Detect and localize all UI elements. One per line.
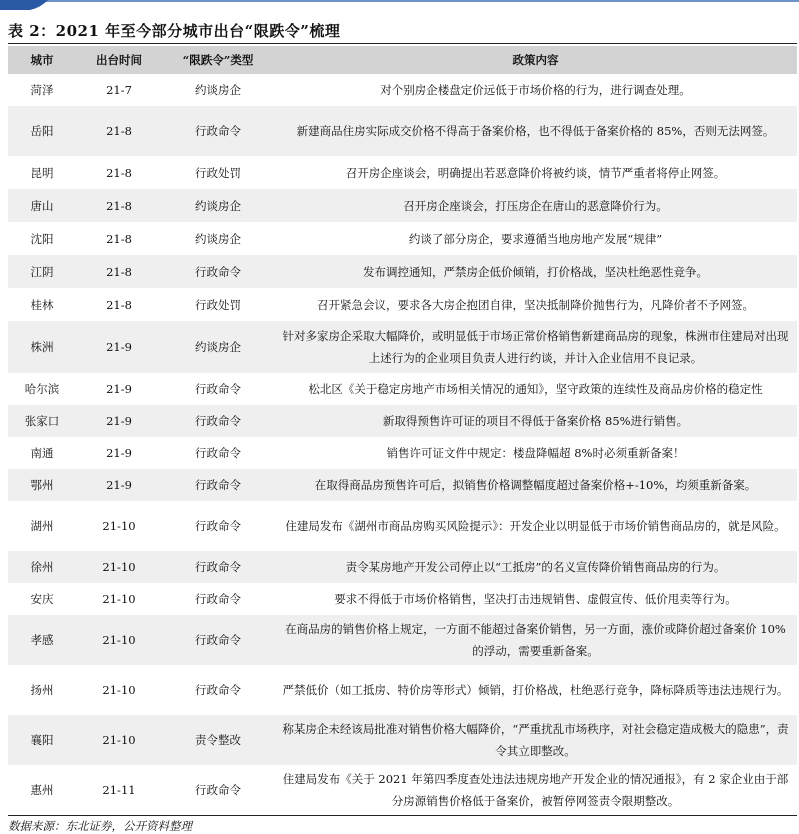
cell-time: 21-9 [106, 382, 132, 396]
table-header-row [8, 46, 797, 74]
title-rule [8, 43, 797, 44]
table-row [8, 189, 797, 222]
cell-policy: 召开房企座谈会，明确提出若恶意降价将被约谈，情节严重者将停止网签。 [345, 165, 726, 180]
cell-time: 21-7 [106, 83, 132, 97]
cell-policy: 约谈了部分房企，要求遵循当地房地产发展“规律” [408, 231, 663, 246]
cell-type: 行政处罚 [195, 165, 241, 180]
cell-type: 行政命令 [162, 551, 274, 583]
table-row [8, 373, 797, 405]
cell-time: 21-10 [102, 592, 136, 606]
table-row [8, 405, 797, 437]
column-header-city: 城市 [8, 46, 76, 74]
table-row [8, 222, 797, 255]
cell-type: 约谈房企 [162, 189, 274, 222]
cell-time: 21-9 [76, 405, 162, 437]
cell-type: 行政命令 [162, 765, 274, 815]
cell-policy: 针对多家房企采取大幅降价，或明显低于市场正常价格销售新建商品房的现象，株洲市住建局对出现上述行为的企业项目负责人进行约谈，并计入企业信用不良记录。 [274, 321, 797, 373]
cell-type: 行政命令 [195, 683, 241, 697]
table-row [8, 615, 797, 665]
cell-type: 约谈房企 [195, 83, 241, 97]
cell-type: 行政命令 [195, 519, 241, 533]
cell-time: 21-9 [76, 321, 162, 373]
cell-type: 约谈房企 [195, 231, 241, 246]
cell-city: 孝感 [8, 615, 76, 665]
cell-city: 岳阳 [8, 106, 76, 156]
table-row [8, 437, 797, 469]
cell-city: 徐州 [8, 551, 76, 583]
cell-policy: 新取得预售许可证的项目不得低于备案价格 85%进行销售。 [274, 405, 797, 437]
cell-policy: 在取得商品房预售许可后，拟销售价格调整幅度超过备案价格+-10%，均须重新备案。 [274, 469, 797, 501]
table-row [8, 156, 797, 189]
cell-time: 21-8 [76, 189, 162, 222]
table-row [8, 665, 797, 715]
cell-policy: 松北区《关于稳定房地产市场相关情况的通知》，坚守政策的连续性及商品房价格的稳定性 [308, 382, 763, 396]
cell-policy: 称某房企未经该局批准对销售价格大幅降价，“严重扰乱市场秩序，对社会稳定造成极大的隐患”，责令其立即整改。 [274, 715, 797, 765]
cell-city: 昆明 [30, 165, 54, 180]
cell-policy: 销售许可证文件中规定：楼盘降幅超 8%时必须重新备案！ [386, 446, 685, 460]
column-header-time: 出台时间 [76, 46, 162, 74]
table-title: 表 2：2021 年至今部分城市出台“限跌令”梳理 [8, 22, 341, 40]
cell-city: 哈尔滨 [24, 382, 60, 396]
table-row [8, 765, 797, 815]
header-decoration [0, 0, 799, 10]
cell-time: 21-10 [76, 615, 162, 665]
cell-policy: 在商品房的销售价格上规定，一方面不能超过备案价销售，另一方面，涨价或降价超过备案价 10%的浮动，需要重新备案。 [274, 615, 797, 665]
cell-policy: 对个别房企楼盘定价远低于市场价格的行为，进行调查处理。 [380, 83, 691, 97]
cell-city: 安庆 [30, 592, 54, 606]
column-header-type: “限跌令”类型 [162, 46, 274, 74]
table-row [8, 501, 797, 551]
cell-type: 行政处罚 [195, 297, 241, 312]
table-row [8, 288, 797, 321]
cell-time: 21-10 [102, 683, 136, 697]
cell-time: 21-9 [76, 469, 162, 501]
table-row [8, 715, 797, 765]
cell-type: 行政命令 [195, 382, 241, 396]
cell-policy: 召开紧急会议，要求各大房企抱团自律，坚决抵制降价抛售行为，凡降价者不予网签。 [317, 297, 754, 312]
cell-city: 菏泽 [30, 83, 54, 97]
table-row [8, 255, 797, 288]
cell-time: 21-8 [106, 165, 132, 180]
table-row [8, 106, 797, 156]
cell-time: 21-8 [106, 297, 132, 312]
table-row [8, 321, 797, 373]
cell-policy: 召开房企座谈会，打压房企在唐山的恶意降价行为。 [274, 189, 797, 222]
cell-city: 鄂州 [8, 469, 76, 501]
table-row [8, 74, 797, 106]
cell-city: 张家口 [8, 405, 76, 437]
cell-type: 行政命令 [162, 615, 274, 665]
cell-time: 21-9 [106, 446, 132, 460]
cell-type: 行政命令 [195, 446, 241, 460]
cell-city: 襄阳 [8, 715, 76, 765]
source-note: 数据来源：东北证券，公开资料整理 [8, 819, 192, 833]
cell-city: 南通 [30, 446, 54, 460]
table-row [8, 551, 797, 583]
cell-city: 湖州 [30, 519, 54, 533]
cell-time: 21-10 [76, 551, 162, 583]
cell-type: 责令整改 [162, 715, 274, 765]
cell-city: 株洲 [8, 321, 76, 373]
cell-time: 21-11 [76, 765, 162, 815]
cell-type: 行政命令 [162, 255, 274, 288]
table-row [8, 583, 797, 615]
policy-table [8, 46, 797, 816]
cell-time: 21-8 [76, 255, 162, 288]
cell-type: 行政命令 [162, 469, 274, 501]
cell-time: 21-8 [76, 106, 162, 156]
cell-policy: 严禁低价（如工抵房、特价房等形式）倾销，打价格战，杜绝恶行竞争，降标降质等违法违规行为。 [282, 683, 789, 697]
cell-type: 行政命令 [162, 405, 274, 437]
cell-city: 桂林 [30, 297, 54, 312]
cell-policy: 发布调控通知，严禁房企低价倾销，打价格战，坚决杜绝恶性竞争。 [274, 255, 797, 288]
cell-type: 约谈房企 [162, 321, 274, 373]
cell-city: 江阴 [8, 255, 76, 288]
cell-city: 唐山 [8, 189, 76, 222]
cell-policy: 责令某房地产开发公司停止以“工抵房”的名义宣传降价销售商品房的行为。 [274, 551, 797, 583]
cell-time: 21-10 [102, 519, 136, 533]
cell-type: 行政命令 [162, 106, 274, 156]
cell-policy: 新建商品住房实际成交价格不得高于备案价格，也不得低于备案价格的 85%，否则无法网签。 [274, 106, 797, 156]
column-header-policy: 政策内容 [274, 46, 797, 74]
cell-policy: 住建局发布《关于 2021 年第四季度查处违法违规房地产开发企业的情况通报》，有 2 家企业由于部分房源销售价格低于备案价，被暂停网签责令限期整改。 [274, 765, 797, 815]
cell-city: 沈阳 [30, 231, 54, 246]
cell-time: 21-8 [106, 231, 132, 246]
cell-time: 21-10 [76, 715, 162, 765]
cell-city: 惠州 [8, 765, 76, 815]
table-row [8, 469, 797, 501]
cell-policy: 住建局发布《湖州市商品房购买风险提示》：开发企业以明显低于市场价销售商品房的，就是风险。 [285, 519, 786, 533]
cell-type: 行政命令 [195, 592, 241, 606]
cell-policy: 要求不得低于市场价格销售，坚决打击违规销售、虚假宣传、低价甩卖等行为。 [334, 592, 737, 606]
cell-city: 扬州 [30, 683, 54, 697]
